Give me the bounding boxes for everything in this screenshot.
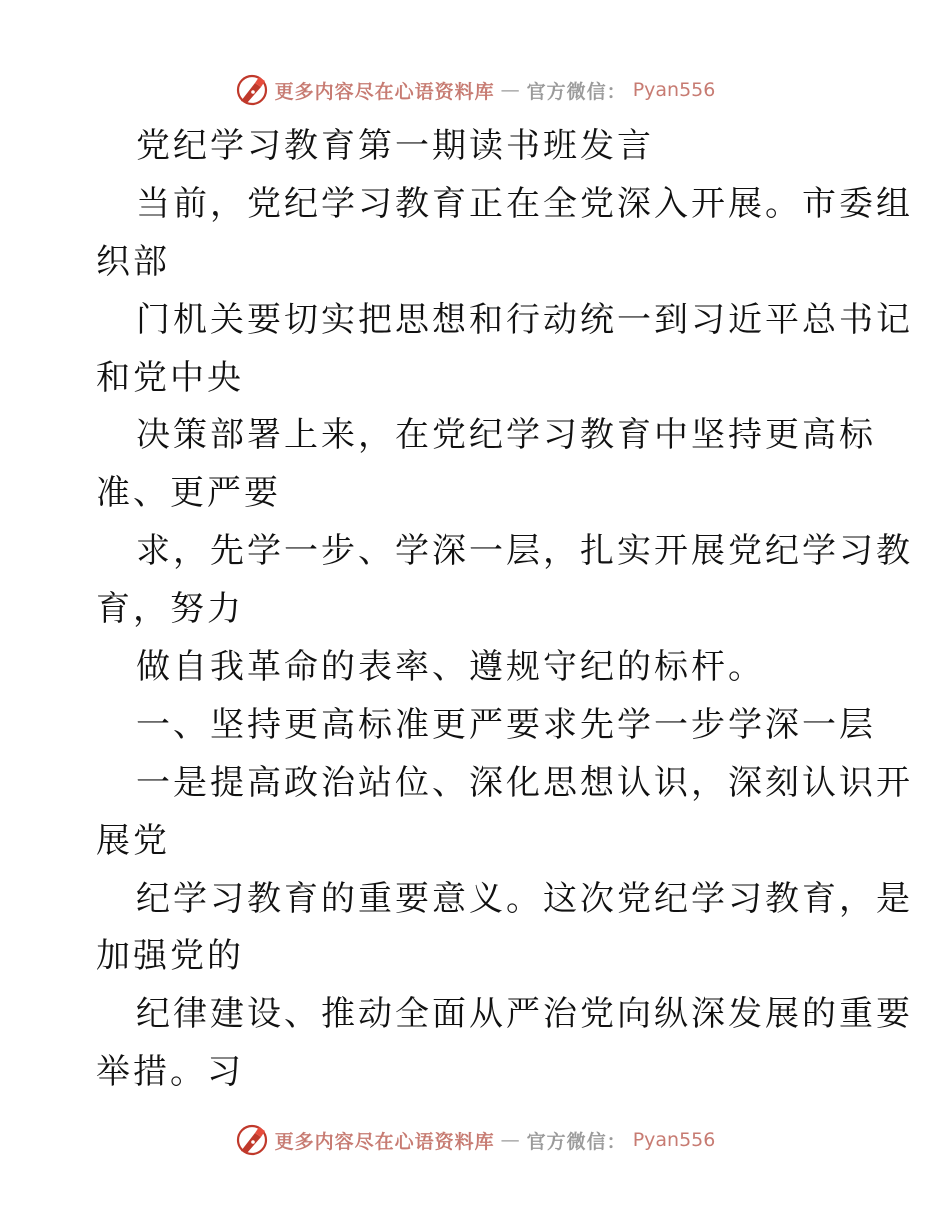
text-line: 举措。习	[96, 1052, 244, 1093]
text-line: 育，努力	[96, 589, 244, 630]
text-line: 求，先学一步、学深一层，扎实开展党纪学习教	[136, 531, 913, 572]
footer-watermark	[0, 1120, 950, 1160]
text-line: 展党	[96, 820, 170, 861]
watermark-site: 更多内容尽在心语资料库	[274, 1130, 495, 1153]
header-watermark	[0, 70, 950, 110]
document-title: 党纪学习教育第一期读书班发言	[136, 126, 654, 166]
watermark-label: 官方微信：	[526, 1130, 627, 1153]
text-line: 和党中央	[96, 357, 244, 398]
text-line: 做自我革命的表率、遵规守纪的标杆。	[136, 647, 765, 688]
watermark-id: Pyan556	[632, 79, 716, 101]
section-heading: 一、坚持更高标准更严要求先学一步学深一层	[136, 704, 876, 745]
watermark-site: 更多内容尽在心语资料库	[274, 80, 495, 103]
text-line: 织部	[96, 241, 170, 282]
text-line: 准、更严要	[96, 473, 281, 514]
text-line: 门机关要切实把思想和行动统一到习近平总书记	[136, 299, 913, 340]
text-line: 加强党的	[96, 936, 244, 977]
text-line: 纪学习教育的重要意义。这次党纪学习教育，是	[136, 878, 913, 919]
text-line: 决策部署上来，在党纪学习教育中坚持更高标	[136, 415, 876, 456]
text-line: 当前，党纪学习教育正在全党深入开展。市委组	[136, 183, 913, 224]
watermark-separator: —	[500, 1129, 521, 1151]
watermark-separator: —	[500, 79, 521, 101]
text-line: 纪律建设、推动全面从严治党向纵深发展的重要	[136, 994, 913, 1035]
watermark-id: Pyan556	[632, 1129, 716, 1151]
document-body	[96, 118, 913, 1102]
watermark-label: 官方微信：	[526, 80, 627, 103]
pen-nib-logo-icon	[235, 73, 269, 107]
pen-nib-logo-icon	[235, 1123, 269, 1157]
text-line: 一是提高政治站位、深化思想认识，深刻认识开	[136, 762, 913, 803]
